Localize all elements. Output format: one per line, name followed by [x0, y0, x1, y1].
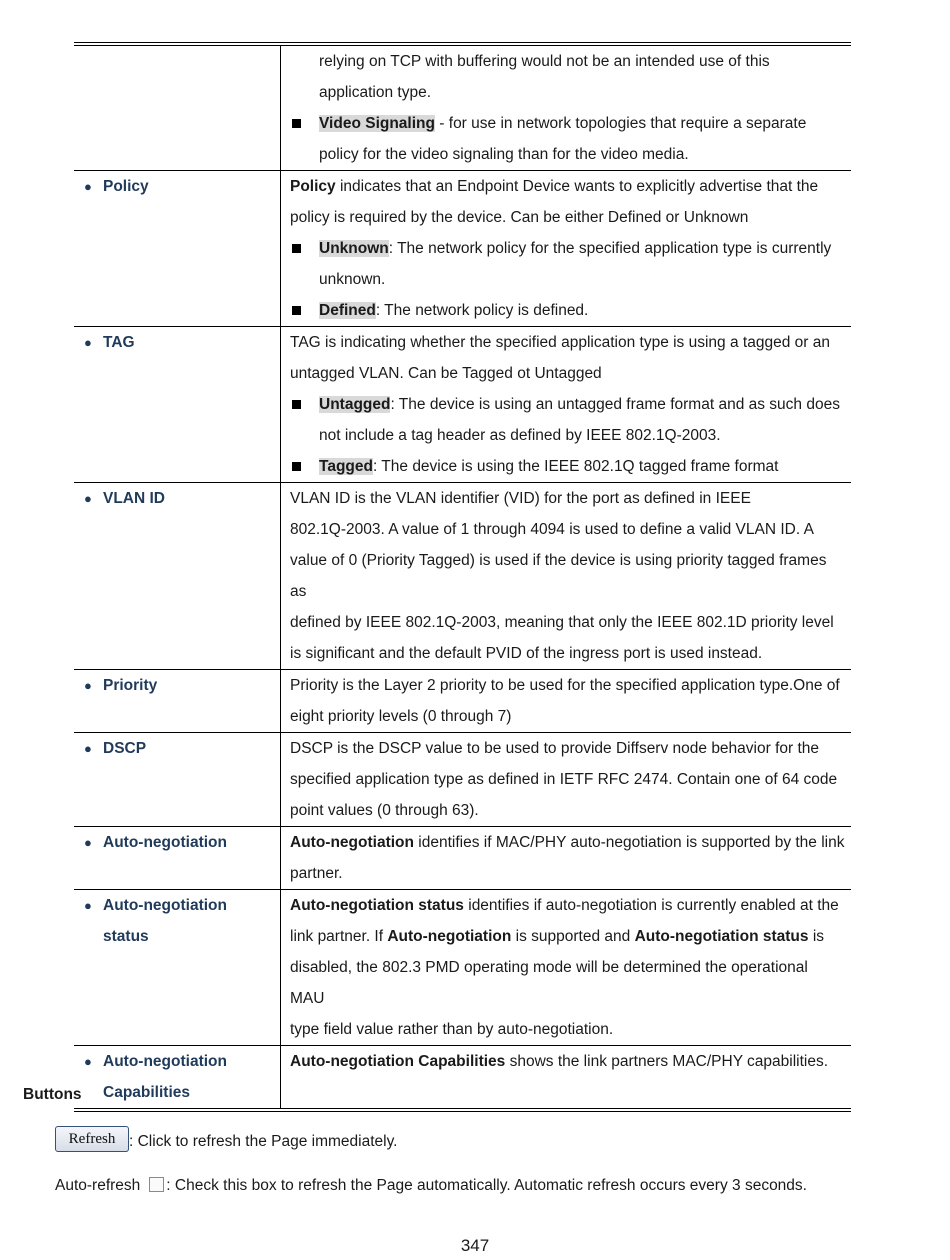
- param-cell: [74, 733, 281, 826]
- term: Tagged: [319, 458, 373, 475]
- description-line: disabled, the 802.3 PMD operating mode will be determined the operational MAU: [290, 959, 808, 1007]
- bullet-icon: ●: [84, 835, 92, 850]
- description-line: partner.: [290, 865, 343, 882]
- description-cell: [281, 1046, 851, 1108]
- description-line: eight priority levels (0 through 7): [290, 708, 512, 725]
- description-line: application type.: [319, 84, 432, 101]
- description-line: policy is required by the device. Can be either Defined or Unknown: [290, 209, 749, 226]
- bullet-icon: ●: [84, 741, 92, 756]
- description-line: unknown.: [319, 271, 386, 288]
- description-line: relying on TCP with buffering would not be an intended use of this: [319, 53, 770, 70]
- description-cell: [281, 890, 851, 1045]
- table-row: [74, 670, 851, 733]
- term: Unknown: [319, 240, 389, 257]
- description-cell: [281, 483, 851, 669]
- param-label: TAG: [103, 334, 135, 351]
- param-label: VLAN ID: [103, 490, 165, 507]
- table-row: [74, 46, 851, 171]
- term: Auto-negotiation: [290, 834, 414, 851]
- auto-refresh-label: Auto-refresh: [55, 1177, 141, 1194]
- description-cell: [281, 327, 851, 482]
- bullet-item: [290, 451, 845, 482]
- bullet-icon: ●: [84, 179, 92, 194]
- description-text: is supported and: [511, 928, 635, 945]
- param-cell: [74, 1046, 281, 1108]
- description-line: type field value rather than by auto-negotiation.: [290, 1021, 614, 1038]
- description-cell: [281, 827, 851, 889]
- param-label: status: [103, 928, 149, 945]
- description-text: identifies if MAC/PHY auto-negotiation is supported by the link: [413, 834, 845, 851]
- square-bullet-icon: [290, 451, 319, 482]
- description-text: : The device is using the IEEE 802.1Q tagged frame format: [372, 458, 779, 475]
- bullet-icon: ●: [84, 491, 92, 506]
- table-row: [74, 1046, 851, 1108]
- description-text: link partner. If: [290, 928, 388, 945]
- description-line: untagged VLAN. Can be Tagged ot Untagged: [290, 365, 602, 382]
- description-text: identifies if auto-negotiation is currently enabled at the: [463, 897, 839, 914]
- description-cell: [281, 171, 851, 326]
- auto-refresh-description: : Check this box to refresh the Page automatically. Automatic refresh occurs every 3 seconds.: [166, 1177, 807, 1194]
- term: Auto-negotiation status: [634, 928, 809, 945]
- page-number: 347: [460, 1236, 490, 1255]
- bullet-icon: ●: [84, 678, 92, 693]
- table-row: [74, 827, 851, 890]
- description-line: not include a tag header as defined by IEEE 802.1Q-2003.: [319, 427, 721, 444]
- param-cell: [74, 327, 281, 482]
- description-cell: [281, 733, 851, 826]
- bullet-icon: ●: [84, 335, 92, 350]
- term: Defined: [319, 302, 376, 319]
- term: Video Signaling: [319, 115, 435, 132]
- auto-refresh-checkbox[interactable]: [149, 1177, 164, 1192]
- term: Auto-negotiation status: [290, 897, 464, 914]
- square-bullet-icon: [290, 295, 319, 326]
- bullet-icon: ●: [84, 898, 92, 913]
- param-label: DSCP: [103, 740, 147, 757]
- description-text: - for use in network topologies that require a separate: [434, 115, 807, 132]
- description-line: defined by IEEE 802.1Q-2003, meaning that only the IEEE 802.1D priority level: [290, 614, 834, 631]
- bullet-item: [290, 389, 845, 420]
- square-bullet-icon: [290, 108, 319, 139]
- term: Policy: [290, 178, 336, 195]
- description-line: value of 0 (Priority Tagged) is used if the device is using priority tagged frames as: [290, 552, 827, 600]
- param-cell: [74, 890, 281, 1045]
- description-text: is: [808, 928, 825, 945]
- description-text: indicates that an Endpoint Device wants to explicitly advertise that the: [335, 178, 819, 195]
- auto-refresh-description-line: [55, 1176, 807, 1196]
- term: Untagged: [319, 396, 391, 413]
- description-line: specified application type as defined in IETF RFC 2474. Contain one of 64 code: [290, 771, 838, 788]
- description-line: DSCP is the DSCP value to be used to provide Diffserv node behavior for the: [290, 740, 820, 757]
- table-row: [74, 733, 851, 827]
- table-row: [74, 890, 851, 1046]
- param-label: Priority: [103, 677, 158, 694]
- refresh-description-line: [55, 1126, 398, 1152]
- table-row: [74, 483, 851, 670]
- description-line: point values (0 through 63).: [290, 802, 479, 819]
- bullet-item: [290, 295, 845, 326]
- description-text: shows the link partners MAC/PHY capabilities.: [505, 1053, 829, 1070]
- table-row: [74, 327, 851, 483]
- parameter-table: [74, 42, 851, 1112]
- param-label: Capabilities: [103, 1084, 190, 1101]
- refresh-button[interactable]: Refresh: [55, 1126, 129, 1152]
- param-cell: [74, 670, 281, 732]
- term: Auto-negotiation Capabilities: [290, 1053, 506, 1070]
- description-line: policy for the video signaling than for the video media.: [319, 146, 689, 163]
- square-bullet-icon: [290, 233, 319, 264]
- table-row: [74, 171, 851, 327]
- description-line: 802.1Q-2003. A value of 1 through 4094 is used to define a valid VLAN ID. A: [290, 521, 814, 538]
- param-cell: [74, 171, 281, 326]
- description-cell: [281, 46, 851, 170]
- param-cell: [74, 827, 281, 889]
- param-label: Auto-negotiation: [103, 897, 227, 914]
- description-line: VLAN ID is the VLAN identifier (VID) for the port as defined in IEEE: [290, 490, 751, 507]
- description-line: Priority is the Layer 2 priority to be used for the specified application type.One of: [290, 677, 840, 694]
- param-cell: [74, 46, 281, 170]
- bullet-item: [290, 108, 845, 139]
- description-line: is significant and the default PVID of the ingress port is used instead.: [290, 645, 763, 662]
- description-cell: [281, 670, 851, 732]
- refresh-description: : Click to refresh the Page immediately.: [129, 1133, 398, 1150]
- description-text: : The device is using an untagged frame format and as such does: [390, 396, 840, 413]
- description-line: TAG is indicating whether the specified application type is using a tagged or an: [290, 334, 830, 351]
- param-label: Policy: [103, 178, 149, 195]
- square-bullet-icon: [290, 389, 319, 420]
- term: Auto-negotiation: [387, 928, 512, 945]
- param-label: Auto-negotiation: [103, 834, 227, 851]
- bullet-icon: ●: [84, 1054, 92, 1069]
- description-text: : The network policy is defined.: [375, 302, 589, 319]
- param-cell: [74, 483, 281, 669]
- param-label: Auto-negotiation: [103, 1053, 227, 1070]
- bullet-item: [290, 233, 845, 264]
- section-heading: Buttons: [23, 1086, 82, 1103]
- description-text: : The network policy for the specified application type is currently: [388, 240, 832, 257]
